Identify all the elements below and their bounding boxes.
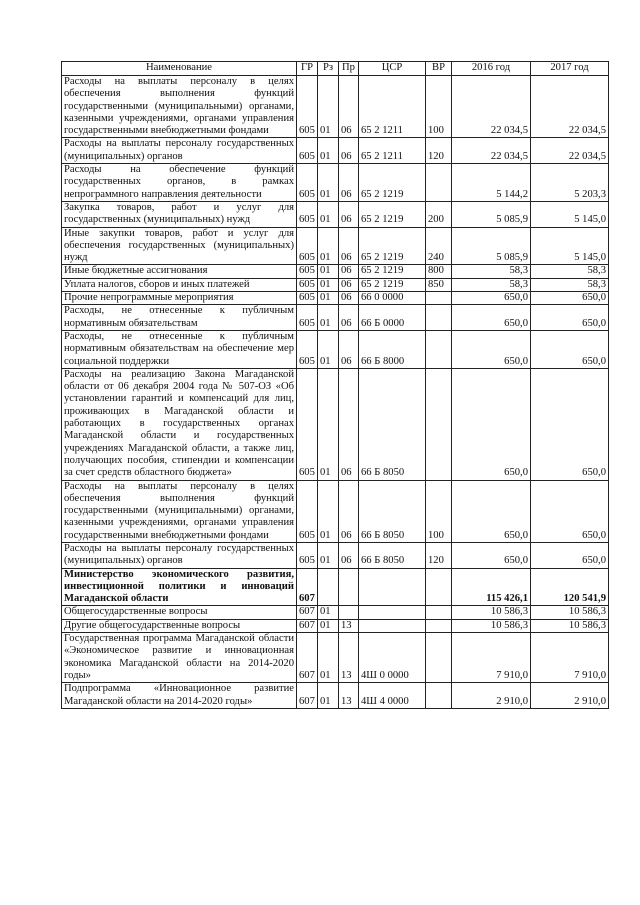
row-vr: 850 [426, 278, 452, 291]
row-2017: 58,3 [531, 278, 609, 291]
row-2016: 650,0 [452, 305, 531, 331]
row-2016: 22 034,5 [452, 138, 531, 164]
row-2016: 7 910,0 [452, 633, 531, 683]
header-2017: 2017 год [531, 62, 609, 76]
row-rz: 01 [318, 606, 339, 619]
table-row [62, 265, 609, 278]
row-name: Расходы на выплаты персоналу в целях обеспечения выполнения функций государственными (муниципальными) органами, казенными учреждениями, органами управления государственными внебюджетными фондами [62, 480, 297, 542]
row-2017: 22 034,5 [531, 138, 609, 164]
row-vr: 100 [426, 76, 452, 138]
row-pr: 06 [339, 542, 359, 568]
row-gr: 605 [297, 164, 318, 202]
budget-table [61, 61, 609, 709]
row-vr [426, 633, 452, 683]
row-pr: 13 [339, 619, 359, 632]
row-2017: 58,3 [531, 265, 609, 278]
table-row [62, 227, 609, 265]
row-2016: 650,0 [452, 480, 531, 542]
row-rz: 01 [318, 542, 339, 568]
row-2016: 5 144,2 [452, 164, 531, 202]
row-vr: 200 [426, 201, 452, 227]
table-row [62, 633, 609, 683]
row-csr: 65 2 1219 [359, 265, 426, 278]
row-vr [426, 305, 452, 331]
header-name: Наименование [62, 62, 297, 76]
row-csr: 4Ш 4 0000 [359, 683, 426, 709]
table-row [62, 330, 609, 368]
row-name: Государственная программа Магаданской области «Экономическое развитие и инновационная экономика Магаданской области на 2014-2020 годы» [62, 633, 297, 683]
row-rz: 01 [318, 278, 339, 291]
row-vr [426, 368, 452, 480]
row-gr: 605 [297, 265, 318, 278]
row-2017: 10 586,3 [531, 619, 609, 632]
row-csr: 65 2 1211 [359, 76, 426, 138]
row-gr: 607 [297, 606, 318, 619]
table-row [62, 542, 609, 568]
row-gr: 605 [297, 480, 318, 542]
row-rz: 01 [318, 164, 339, 202]
row-csr: 65 2 1219 [359, 164, 426, 202]
row-csr: 66 Б 8000 [359, 330, 426, 368]
row-gr: 605 [297, 278, 318, 291]
row-csr: 66 Б 8050 [359, 368, 426, 480]
row-name: Расходы на выплаты персоналу государственных (муниципальных) органов [62, 542, 297, 568]
row-gr: 607 [297, 683, 318, 709]
row-csr: 66 0 0000 [359, 292, 426, 305]
row-gr: 605 [297, 76, 318, 138]
row-csr [359, 606, 426, 619]
row-2016: 650,0 [452, 542, 531, 568]
row-rz: 01 [318, 368, 339, 480]
row-2016: 650,0 [452, 368, 531, 480]
row-pr: 06 [339, 164, 359, 202]
row-name: Прочие непрограммные мероприятия [62, 292, 297, 305]
table-row [62, 305, 609, 331]
row-name: Расходы, не отнесенные к публичным нормативным обязательствам на обеспечение мер социальной поддержки [62, 330, 297, 368]
header-gr: ГР [297, 62, 318, 76]
row-rz [318, 568, 339, 606]
row-csr: 66 Б 8050 [359, 480, 426, 542]
row-2017: 10 586,3 [531, 606, 609, 619]
row-name: Расходы на выплаты персоналу в целях обеспечения выполнения функций государственными (муниципальными) органами, казенными учреждениями, органами управления государственными внебюджетными фондами [62, 76, 297, 138]
table-row [62, 164, 609, 202]
row-csr: 4Ш 0 0000 [359, 633, 426, 683]
row-rz: 01 [318, 138, 339, 164]
row-rz: 01 [318, 305, 339, 331]
row-2017: 5 145,0 [531, 227, 609, 265]
row-name: Расходы, не отнесенные к публичным нормативным обязательствам [62, 305, 297, 331]
row-csr: 65 2 1219 [359, 201, 426, 227]
row-rz: 01 [318, 292, 339, 305]
row-pr: 06 [339, 292, 359, 305]
row-2017: 650,0 [531, 305, 609, 331]
header-pr: Пр [339, 62, 359, 76]
row-rz: 01 [318, 201, 339, 227]
row-2017: 7 910,0 [531, 633, 609, 683]
row-gr: 605 [297, 542, 318, 568]
row-rz: 01 [318, 683, 339, 709]
row-gr: 605 [297, 368, 318, 480]
row-vr [426, 292, 452, 305]
table-row [62, 292, 609, 305]
row-gr: 605 [297, 201, 318, 227]
row-2016: 22 034,5 [452, 76, 531, 138]
row-csr: 66 Б 0000 [359, 305, 426, 331]
row-name: Уплата налогов, сборов и иных платежей [62, 278, 297, 291]
row-2016: 10 586,3 [452, 619, 531, 632]
row-pr: 06 [339, 138, 359, 164]
row-2017: 5 203,3 [531, 164, 609, 202]
row-vr: 240 [426, 227, 452, 265]
row-vr [426, 568, 452, 606]
table-row [62, 606, 609, 619]
table-row [62, 368, 609, 480]
table-row [62, 683, 609, 709]
row-gr: 607 [297, 568, 318, 606]
row-vr [426, 606, 452, 619]
row-pr: 06 [339, 305, 359, 331]
row-name: Подпрограмма «Инновационное развитие Магаданской области на 2014-2020 годы» [62, 683, 297, 709]
row-name: Иные закупки товаров, работ и услуг для обеспечения государственных (муниципальных) нужд [62, 227, 297, 265]
row-2017: 22 034,5 [531, 76, 609, 138]
row-csr [359, 568, 426, 606]
row-pr [339, 568, 359, 606]
table-row [62, 76, 609, 138]
row-name: Министерство экономического развития, инвестиционной политики и инноваций Магаданской области [62, 568, 297, 606]
row-csr: 66 Б 8050 [359, 542, 426, 568]
row-2017: 650,0 [531, 292, 609, 305]
row-rz: 01 [318, 265, 339, 278]
row-pr [339, 606, 359, 619]
row-pr: 06 [339, 330, 359, 368]
row-vr [426, 683, 452, 709]
row-2017: 650,0 [531, 330, 609, 368]
row-2017: 650,0 [531, 542, 609, 568]
row-name: Расходы на обеспечение функций государственных органов, в рамках непрограммного направления деятельности [62, 164, 297, 202]
row-gr: 605 [297, 138, 318, 164]
row-csr [359, 619, 426, 632]
row-gr: 607 [297, 633, 318, 683]
table-row [62, 201, 609, 227]
table-row [62, 278, 609, 291]
row-name: Закупка товаров, работ и услуг для государственных (муниципальных) нужд [62, 201, 297, 227]
row-2016: 5 085,9 [452, 227, 531, 265]
row-2016: 58,3 [452, 265, 531, 278]
row-vr: 120 [426, 542, 452, 568]
row-2016: 650,0 [452, 330, 531, 368]
row-gr: 605 [297, 305, 318, 331]
row-vr: 120 [426, 138, 452, 164]
row-name: Другие общегосударственные вопросы [62, 619, 297, 632]
table-row [62, 568, 609, 606]
row-pr: 06 [339, 227, 359, 265]
row-vr: 800 [426, 265, 452, 278]
row-csr: 65 2 1219 [359, 278, 426, 291]
header-rz: Рз [318, 62, 339, 76]
row-2016: 2 910,0 [452, 683, 531, 709]
header-2016: 2016 год [452, 62, 531, 76]
row-pr: 06 [339, 278, 359, 291]
row-2017: 650,0 [531, 480, 609, 542]
row-pr: 06 [339, 265, 359, 278]
row-pr: 06 [339, 76, 359, 138]
row-name: Расходы на реализацию Закона Магаданской области от 06 декабря 2004 года № 507-ОЗ «Об установлении гарантий и компенсаций для лиц, проживающих в Магаданской области и работающих в государственных органах Магаданской области и государственных учреждениях Магаданской области, а также лиц, получающих пособия, стипендии и компенсации за счет средств областного бюджета» [62, 368, 297, 480]
row-name: Иные бюджетные ассигнования [62, 265, 297, 278]
row-name: Расходы на выплаты персоналу государственных (муниципальных) органов [62, 138, 297, 164]
table-row [62, 480, 609, 542]
row-rz: 01 [318, 633, 339, 683]
row-gr: 605 [297, 330, 318, 368]
row-rz: 01 [318, 330, 339, 368]
row-2017: 650,0 [531, 368, 609, 480]
row-gr: 607 [297, 619, 318, 632]
row-2017: 120 541,9 [531, 568, 609, 606]
row-rz: 01 [318, 76, 339, 138]
row-vr [426, 330, 452, 368]
row-pr: 06 [339, 480, 359, 542]
row-pr: 13 [339, 683, 359, 709]
row-vr [426, 164, 452, 202]
row-gr: 605 [297, 292, 318, 305]
row-rz: 01 [318, 619, 339, 632]
row-rz: 01 [318, 480, 339, 542]
row-gr: 605 [297, 227, 318, 265]
row-2017: 5 145,0 [531, 201, 609, 227]
row-2017: 2 910,0 [531, 683, 609, 709]
row-name: Общегосударственные вопросы [62, 606, 297, 619]
row-2016: 58,3 [452, 278, 531, 291]
row-csr: 65 2 1211 [359, 138, 426, 164]
row-pr: 06 [339, 201, 359, 227]
row-pr: 06 [339, 368, 359, 480]
row-rz: 01 [318, 227, 339, 265]
header-vr: ВР [426, 62, 452, 76]
table-row [62, 138, 609, 164]
row-2016: 115 426,1 [452, 568, 531, 606]
row-vr: 100 [426, 480, 452, 542]
row-pr: 13 [339, 633, 359, 683]
row-vr [426, 619, 452, 632]
table-row [62, 619, 609, 632]
row-2016: 650,0 [452, 292, 531, 305]
header-csr: ЦСР [359, 62, 426, 76]
row-2016: 5 085,9 [452, 201, 531, 227]
row-2016: 10 586,3 [452, 606, 531, 619]
row-csr: 65 2 1219 [359, 227, 426, 265]
table-header-row [62, 62, 609, 76]
